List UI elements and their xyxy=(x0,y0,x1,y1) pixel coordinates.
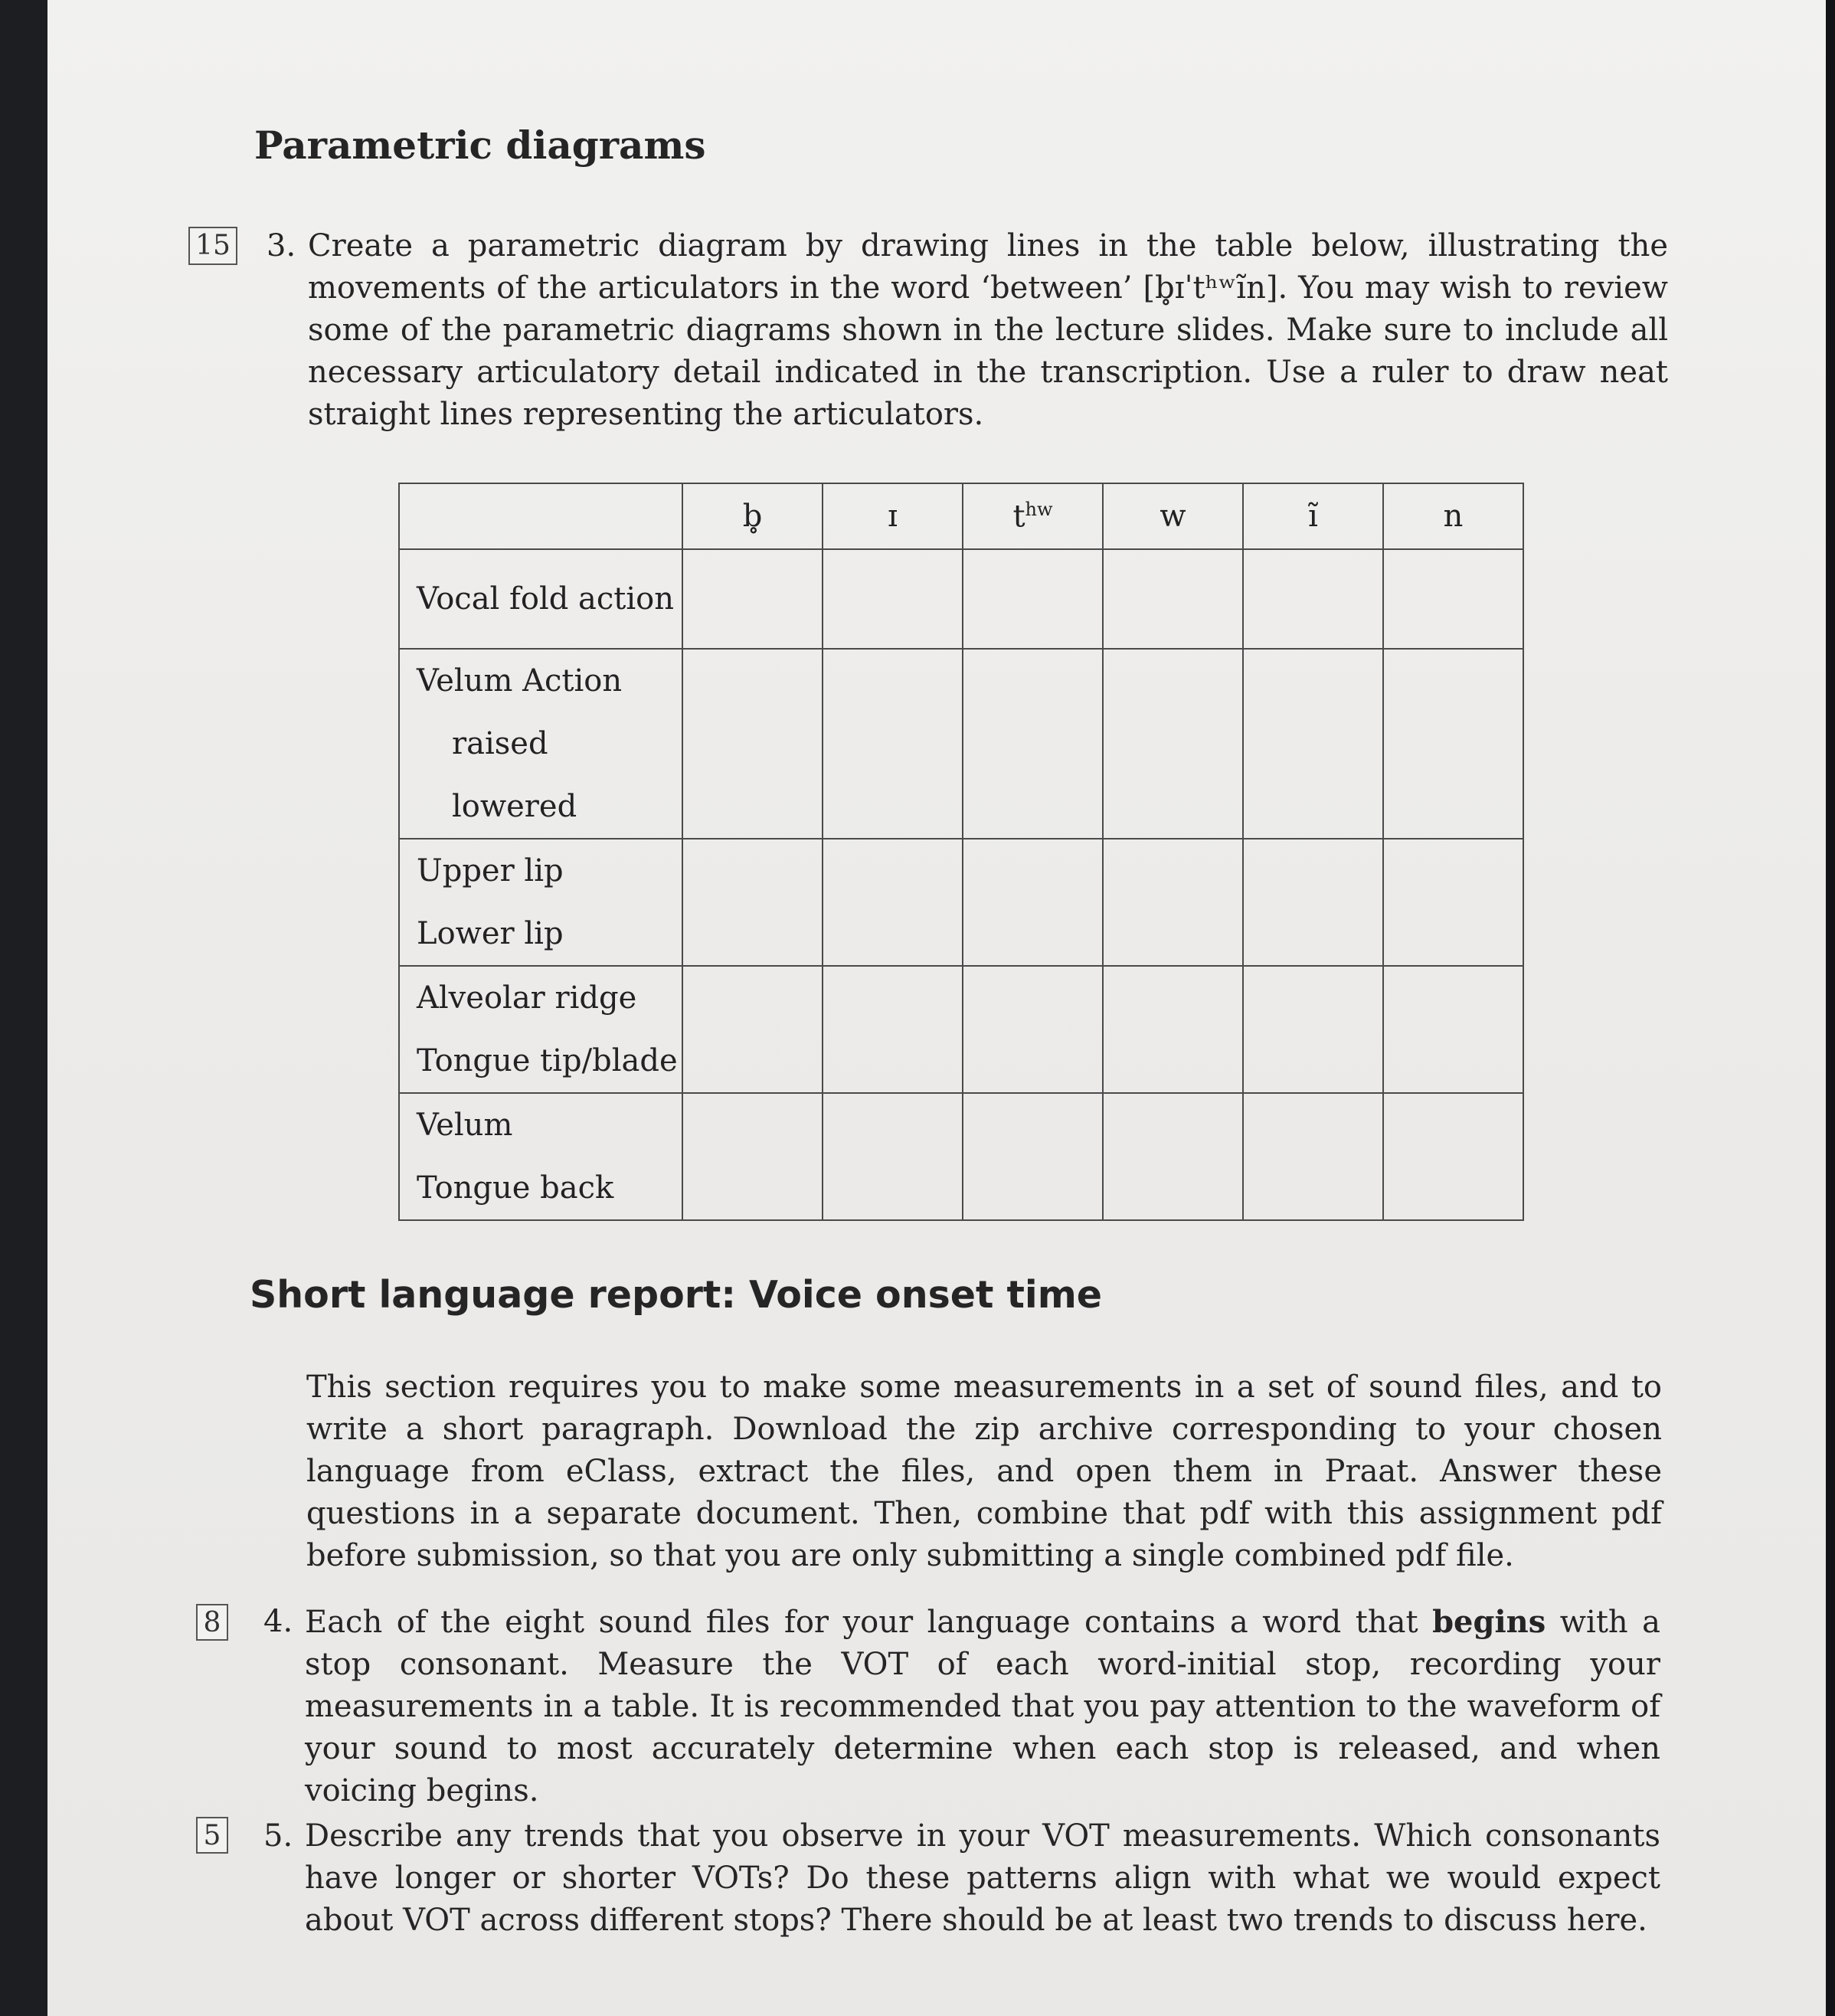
row-label-alveolar-tongue-tip xyxy=(399,966,682,1093)
drawing-cell[interactable] xyxy=(963,649,1103,839)
section-2-intro: This section requires you to make some measurements in a set of sound files, and to write a short paragraph. Download the zip archive corresponding to your chosen language from eClass, extract the files, and open them in Praat. Answer these questions in a separate document. Then, combine that pdf with this assignment pdf before submission, so that you are only submitting a single combined pdf file. xyxy=(306,1370,1662,1573)
column-header: ɪ xyxy=(823,483,963,549)
column-header-superscript: hw xyxy=(1025,498,1053,520)
column-header: n xyxy=(1383,483,1523,549)
row-label-velum-tongue-back xyxy=(399,1093,682,1220)
drawing-cell[interactable] xyxy=(1243,549,1383,649)
drawing-cell[interactable] xyxy=(963,1093,1103,1220)
row-label-text: Alveolar ridge xyxy=(417,980,637,1016)
drawing-cell[interactable] xyxy=(1383,966,1523,1093)
drawing-cell[interactable] xyxy=(963,839,1103,966)
drawing-cell[interactable] xyxy=(823,549,963,649)
points-box-q3: 15 xyxy=(188,227,237,265)
drawing-cell[interactable] xyxy=(823,649,963,839)
screen-edge xyxy=(1826,0,1835,2016)
row-label-vocal-fold xyxy=(399,549,682,649)
table-header-row xyxy=(399,483,1523,549)
drawing-cell[interactable] xyxy=(1103,549,1243,649)
table-row xyxy=(399,649,1523,839)
header-empty-cell xyxy=(399,483,682,549)
row-label-velum-action xyxy=(399,649,682,839)
drawing-cell[interactable] xyxy=(823,1093,963,1220)
row-label-text: Velum xyxy=(417,1108,513,1143)
question-4-emphasis: begins xyxy=(1432,1604,1546,1640)
row-sublabel-raised: raised xyxy=(452,726,548,761)
drawing-cell[interactable] xyxy=(682,966,823,1093)
drawing-cell[interactable] xyxy=(963,549,1103,649)
drawing-cell[interactable] xyxy=(682,839,823,966)
drawing-cell[interactable] xyxy=(1243,839,1383,966)
section-title-parametric: Parametric diagrams xyxy=(254,123,706,168)
row-label-text: Lower lip xyxy=(417,916,564,951)
table-row xyxy=(399,549,1523,649)
question-number-3: 3. xyxy=(267,228,296,263)
row-label-text: Velum Action xyxy=(417,663,623,699)
drawing-cell[interactable] xyxy=(682,549,823,649)
points-box-q4: 8 xyxy=(196,1604,228,1641)
row-sublabel-lowered: lowered xyxy=(452,789,577,824)
drawing-cell[interactable] xyxy=(823,839,963,966)
document-page xyxy=(47,0,1826,2016)
question-5-text: Describe any trends that you observe in your VOT measurements. Which consonants have longer or shorter VOTs? Do these patterns align with what we would expect about VOT across different stops? There should be at least two trends to discuss here. xyxy=(305,1818,1660,1938)
question-4-text-end: with a stop consonant. Measure the VOT of each word-initial stop, recording your measurements in a table. It is recommended that you pay attention to the waveform of your sound to most accurately determine when each stop is released, and when voicing begins. xyxy=(305,1605,1661,1808)
column-header: ĩ xyxy=(1243,483,1383,549)
row-label-text: Tongue back xyxy=(417,1170,614,1206)
table-row xyxy=(399,966,1523,1093)
drawing-cell[interactable] xyxy=(1103,1093,1243,1220)
drawing-cell[interactable] xyxy=(1103,966,1243,1093)
question-number-5: 5. xyxy=(263,1818,293,1854)
drawing-cell[interactable] xyxy=(1103,649,1243,839)
drawing-cell[interactable] xyxy=(1383,1093,1523,1220)
drawing-cell[interactable] xyxy=(682,649,823,839)
drawing-cell[interactable] xyxy=(682,1093,823,1220)
drawing-cell[interactable] xyxy=(1103,839,1243,966)
column-header xyxy=(963,483,1103,549)
column-header: b̥ xyxy=(682,483,823,549)
column-header-base: t xyxy=(1012,499,1025,535)
row-label-lips xyxy=(399,839,682,966)
drawing-cell[interactable] xyxy=(1383,839,1523,966)
points-box-q5: 5 xyxy=(196,1817,228,1854)
question-4-text-start: Each of the eight sound files for your language contains a word that xyxy=(305,1605,1418,1640)
parametric-diagram-table xyxy=(398,483,1524,1221)
drawing-cell[interactable] xyxy=(1383,649,1523,839)
column-header: w xyxy=(1103,483,1243,549)
drawing-cell[interactable] xyxy=(963,966,1103,1093)
row-label-text: Tongue tip/blade xyxy=(417,1043,678,1078)
question-3-text: Create a parametric diagram by drawing lines in the table below, illustrating the movements of the articulators in the word ‘between’ [b̥ɪˈtʰʷĩn]. You may wish to review some of the parametric diagrams shown in the lecture slides. Make sure to include all necessary articulatory detail indicated in the transcription. Use a ruler to draw neat straight lines representing the articulators. xyxy=(308,228,1668,432)
row-label-text: Vocal fold action xyxy=(417,581,675,617)
drawing-cell[interactable] xyxy=(1383,549,1523,649)
section-title-vot: Short language report: Voice onset time xyxy=(250,1273,1102,1317)
question-4-text xyxy=(305,1601,1660,1812)
drawing-cell[interactable] xyxy=(823,966,963,1093)
drawing-cell[interactable] xyxy=(1243,649,1383,839)
drawing-cell[interactable] xyxy=(1243,966,1383,1093)
question-number-4: 4. xyxy=(263,1604,293,1639)
row-label-text: Upper lip xyxy=(417,853,564,889)
table-row xyxy=(399,839,1523,966)
drawing-cell[interactable] xyxy=(1243,1093,1383,1220)
table-row xyxy=(399,1093,1523,1220)
